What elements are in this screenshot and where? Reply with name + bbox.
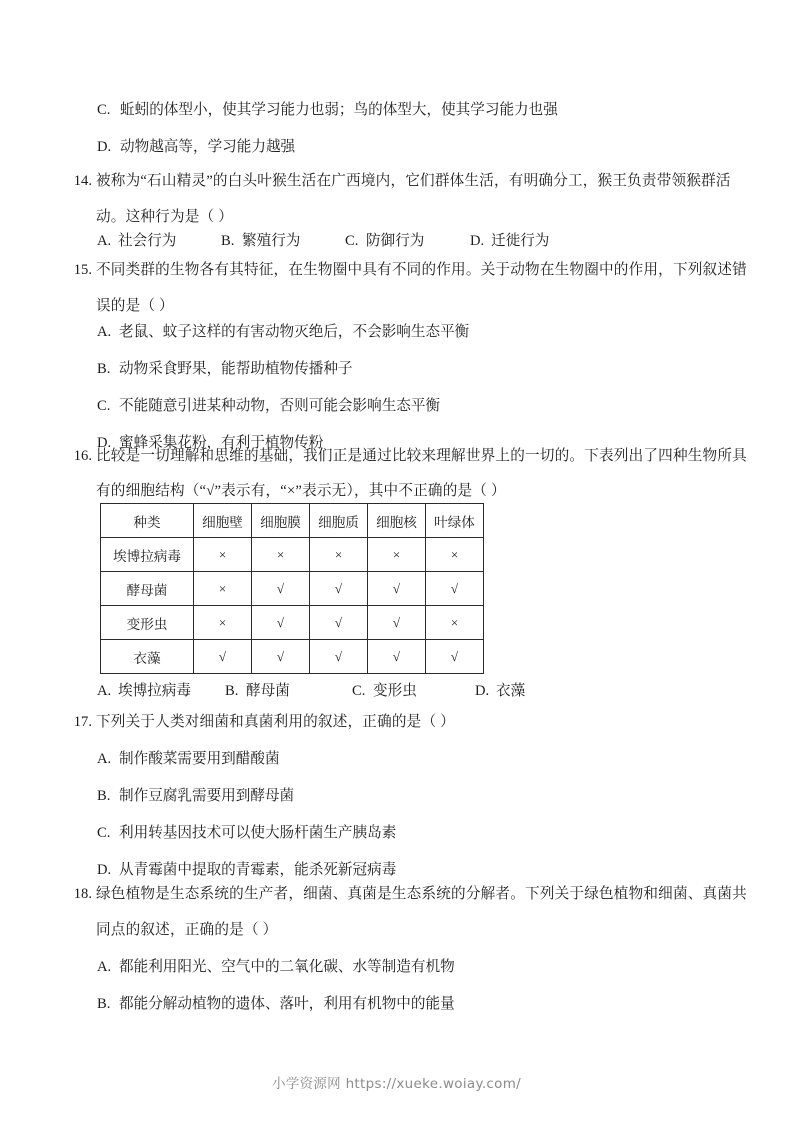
- option-letter: B.: [225, 683, 239, 699]
- cell-structure-table-wrapper: [100, 503, 484, 674]
- table-cell-mark: √: [194, 640, 252, 674]
- option-text: 利用转基因技术可以使大肠杆菌生产胰岛素: [119, 825, 397, 841]
- option-letter: C.: [345, 233, 359, 249]
- question-stem-line: 同点的叙述，正确的是（ ）: [96, 922, 278, 938]
- question-stem-line: 误的是（ ）: [96, 298, 174, 314]
- question-stem-line: 不同类群的生物各有其特征，在生物圈中具有不同的作用。关于动物在生物圈中的作用，下列叙述错: [96, 262, 747, 278]
- table-cell-mark: √: [252, 640, 310, 674]
- option-letter: D.: [475, 683, 490, 699]
- option-text: 社会行为: [118, 233, 177, 249]
- table-cell-mark: √: [426, 640, 484, 674]
- option-text: 埃博拉病毒: [118, 683, 191, 699]
- option-text: 蜜蜂采集花粉，有利于植物传粉: [119, 435, 324, 451]
- table-header-cell: 种类: [101, 504, 194, 538]
- table-row: [101, 606, 484, 640]
- option-letter: D.: [97, 435, 112, 451]
- option-text: 酵母菌: [246, 683, 290, 699]
- option-letter: A.: [97, 959, 112, 975]
- option-letter: C.: [352, 683, 366, 699]
- table-cell-mark: ×: [194, 572, 252, 606]
- option-letter: A.: [97, 324, 112, 340]
- option-text: 老鼠、蚊子这样的有害动物灭绝后，不会影响生态平衡: [119, 324, 470, 340]
- question-number: 15.: [73, 262, 92, 278]
- table-header-cell: 细胞核: [368, 504, 426, 538]
- question-stem-line: 动。这种行为是（ ）: [96, 209, 233, 225]
- table-header-cell: 叶绿体: [426, 504, 484, 538]
- option-letter: C.: [97, 825, 111, 841]
- option-letter: A.: [97, 683, 112, 699]
- option-text: 衣藻: [496, 683, 526, 699]
- question-stem-line: 比较是一切理解和思维的基础，我们正是通过比较来理解世界上的一切的。下表列出了四种生物所具: [96, 448, 747, 464]
- table-cell-mark: ×: [310, 538, 368, 572]
- option-text: 都能利用阳光、空气中的二氧化碳、水等制造有机物: [119, 959, 455, 975]
- table-header-cell: 细胞膜: [252, 504, 310, 538]
- table-cell-mark: √: [310, 606, 368, 640]
- option-text: 从青霉菌中提取的青霉素，能杀死新冠病毒: [119, 862, 397, 878]
- table-cell-mark: ×: [426, 606, 484, 640]
- table-row: [101, 572, 484, 606]
- question-stem-line: 有的细胞结构（“√”表示有，“×”表示无），其中不正确的是（ ）: [96, 483, 506, 499]
- table-row-label: 变形虫: [101, 606, 194, 640]
- table-row: [101, 538, 484, 572]
- table-cell-mark: ×: [368, 538, 426, 572]
- option-text: 蚯蚓的体型小，使其学习能力也弱；鸟的体型大，使其学习能力也强: [120, 102, 558, 118]
- table-cell-mark: ×: [426, 538, 484, 572]
- table-header-cell: 细胞质: [310, 504, 368, 538]
- option-text: 动物越高等，学习能力越强: [120, 139, 296, 155]
- question-number: 14.: [73, 173, 92, 189]
- option-letter: D.: [470, 233, 485, 249]
- option-letter: A.: [97, 751, 112, 767]
- table-header-row: [101, 504, 484, 538]
- option-text: 繁殖行为: [242, 233, 301, 249]
- option-text: 迁徙行为: [491, 233, 550, 249]
- option-letter: C.: [97, 398, 111, 414]
- question-stem-line: 下列关于人类对细菌和真菌利用的叙述，正确的是（ ）: [96, 714, 455, 730]
- table-row-label: 埃博拉病毒: [101, 538, 194, 572]
- table-row-label: 衣藻: [101, 640, 194, 674]
- table-cell-mark: ×: [194, 606, 252, 640]
- table-cell-mark: √: [310, 640, 368, 674]
- option-text: 防御行为: [366, 233, 425, 249]
- option-letter: B.: [97, 361, 111, 377]
- cell-structure-table: [100, 503, 484, 674]
- footer-watermark: 小学资源网 https://xueke.woiay.com/: [271, 1076, 522, 1092]
- table-cell-mark: √: [426, 572, 484, 606]
- option-letter: D.: [97, 862, 112, 878]
- option-letter: B.: [97, 788, 111, 804]
- option-letter: D.: [97, 139, 112, 155]
- option-letter: B.: [97, 996, 111, 1012]
- table-row-label: 酵母菌: [101, 572, 194, 606]
- option-letter: B.: [221, 233, 235, 249]
- question-stem-line: 被称为“石山精灵”的白头叶猴生活在广西境内，它们群体生活，有明确分工，猴王负责带领猴群活: [96, 173, 731, 189]
- option-letter: C.: [97, 102, 111, 118]
- question-number: 18.: [73, 886, 92, 902]
- table-cell-mark: √: [368, 572, 426, 606]
- option-text: 动物采食野果，能帮助植物传播种子: [119, 361, 353, 377]
- option-text: 都能分解动植物的遗体、落叶，利用有机物中的能量: [119, 996, 455, 1012]
- table-cell-mark: √: [368, 640, 426, 674]
- option-text: 不能随意引进某种动物，否则可能会影响生态平衡: [119, 398, 441, 414]
- table-cell-mark: √: [252, 606, 310, 640]
- option-text: 变形虫: [373, 683, 417, 699]
- table-cell-mark: √: [252, 572, 310, 606]
- question-stem-line: 绿色植物是生态系统的生产者，细菌、真菌是生态系统的分解者。下列关于绿色植物和细菌、真菌共: [96, 886, 747, 902]
- table-row: [101, 640, 484, 674]
- table-cell-mark: √: [310, 572, 368, 606]
- table-cell-mark: ×: [194, 538, 252, 572]
- table-cell-mark: √: [368, 606, 426, 640]
- question-number: 16.: [73, 448, 92, 464]
- option-letter: A.: [97, 233, 112, 249]
- question-number: 17.: [73, 714, 92, 730]
- table-cell-mark: ×: [252, 538, 310, 572]
- option-text: 制作豆腐乳需要用到酵母菌: [119, 788, 295, 804]
- option-text: 制作酸菜需要用到醋酸菌: [119, 751, 280, 767]
- table-header-cell: 细胞壁: [194, 504, 252, 538]
